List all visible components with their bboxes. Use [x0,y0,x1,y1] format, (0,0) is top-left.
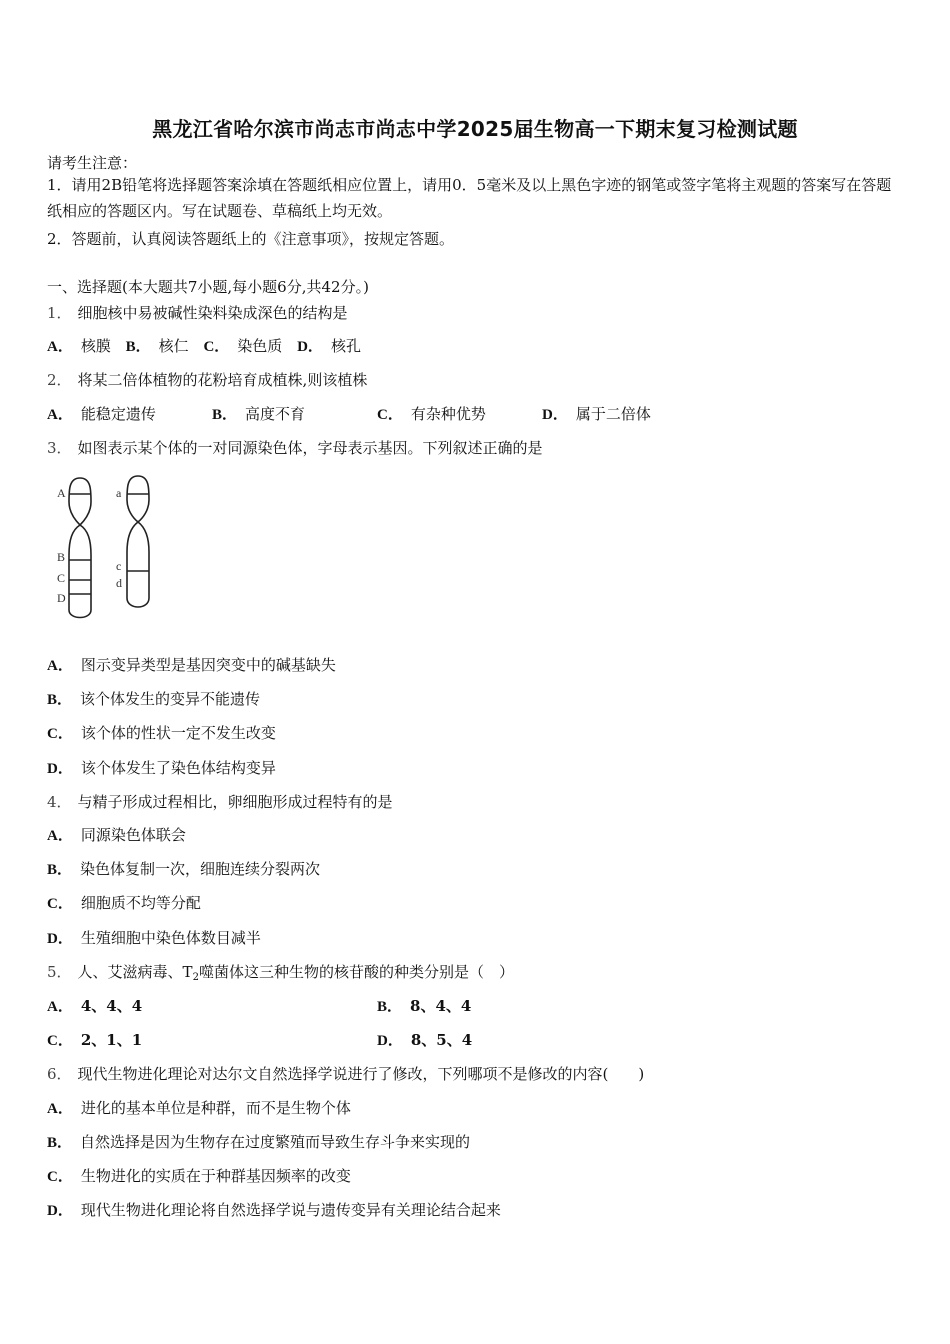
chromosome-left [69,478,91,618]
option-c[interactable]: C． 染色质 [203,337,283,355]
option-b[interactable]: B． 8、4、4 [377,997,472,1015]
notice-item-2: 2．答题前，认真阅读答题纸上的《注意事项》，按规定答题。 [47,230,455,248]
option-d[interactable]: D． 生殖细胞中染色体数目减半 [47,929,261,947]
question-1-options [47,335,361,356]
option-a[interactable]: A． 进化的基本单位是种群，而不是生物个体 [47,1099,351,1117]
gene-label: d [116,576,122,590]
question-stem: 细胞核中易被碱性染料染成深色的结构是 [77,304,348,322]
question-number: 1． [47,304,72,322]
option-c[interactable]: C． 生物进化的实质在于种群基因频率的改变 [47,1167,351,1185]
question-number: 4． [47,793,72,811]
question-6 [47,1063,644,1084]
option-a[interactable]: A． 能稳定遗传 [47,405,156,423]
notice-item-1: 1．请用2B铅笔将选择题答案涂填在答题纸相应位置上，请用0．5毫米及以上黑色字迹的钢笔或签字笔将主观题的答案写在答题纸相应的答题区内。写在试题卷、草稿纸上均无效。 [47,176,892,220]
question-5-options-row-2 [47,1029,472,1050]
notice-heading: 请考生注意： [47,154,138,172]
gene-label: C [57,571,66,585]
option-d[interactable]: D． 核孔 [297,337,361,355]
option-c[interactable]: C． 细胞质不均等分配 [47,894,201,912]
option-b[interactable]: B． 染色体复制一次，细胞连续分裂两次 [47,860,321,878]
gene-label: c [116,559,122,573]
option-a[interactable]: A． 同源染色体联会 [47,826,186,844]
chromosome-right [127,476,149,607]
question-2-options [47,403,651,424]
question-number: 3． [47,439,72,457]
question-stem: 现代生物进化理论对达尔文自然选择学说进行了修改，下列哪项不是修改的内容( ) [77,1065,645,1083]
question-number: 6． [47,1065,72,1083]
option-b[interactable]: B． 该个体发生的变异不能遗传 [47,690,261,708]
option-c[interactable]: C． 有杂种优势 [377,405,486,423]
option-c[interactable]: C． 该个体的性状一定不发生改变 [47,724,276,742]
option-b[interactable]: B． 核仁 [125,337,189,355]
option-d[interactable]: D． 该个体发生了染色体结构变异 [47,759,276,777]
question-1 [47,302,348,323]
gene-label: a [116,486,122,500]
option-c[interactable]: C． 2、1、1 [47,1031,143,1049]
option-d[interactable]: D． 属于二倍体 [542,405,651,423]
option-a[interactable]: A． 图示变异类型是基因突变中的碱基缺失 [47,656,336,674]
gene-label: B [57,550,66,564]
question-2 [47,369,367,390]
question-stem: 如图表示某个体的一对同源染色体，字母表示基因。下列叙述正确的是 [77,439,543,457]
option-d[interactable]: D． 现代生物进化理论将自然选择学说与遗传变异有关理论结合起来 [47,1201,501,1219]
question-stem: 与精子形成过程相比，卵细胞形成过程特有的是 [77,793,393,811]
question-number: 5． [47,963,72,981]
option-b[interactable]: B． 高度不育 [212,405,306,423]
option-a[interactable]: A． 4、4、4 [47,997,143,1015]
option-b[interactable]: B． 自然选择是因为生物存在过度繁殖而导致生存斗争来实现的 [47,1133,471,1151]
option-a[interactable]: A． 核膜 [47,337,111,355]
gene-label: A [57,486,66,500]
question-3 [47,437,543,458]
option-d[interactable]: D． 8、5、4 [377,1031,473,1049]
homologous-chromosomes-figure [55,470,165,630]
question-number: 2． [47,371,72,389]
question-5-options-row-1 [47,995,471,1016]
question-4 [47,791,393,812]
gene-label: D [57,591,66,605]
question-stem: 将某二倍体植物的花粉培育成植株,则该植株 [77,371,368,389]
section-heading: 一、选择题(本大题共7小题,每小题6分,共42分。) [47,278,369,296]
question-5 [47,961,514,983]
page-title: 黑龙江省哈尔滨市尚志市尚志中学2025届生物高一下期末复习检测试题 [152,117,798,141]
question-stem: 人、艾滋病毒、$T_2$噬菌体这三种生物的核苷酸的种类分别是（ ） [77,963,514,983]
